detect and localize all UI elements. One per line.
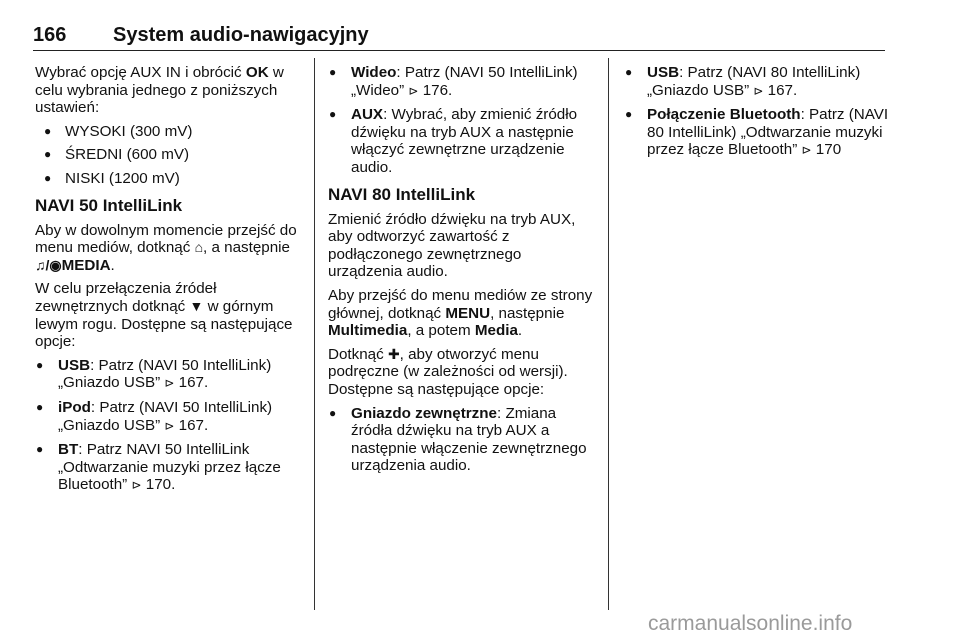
navi80-option-list bbox=[328, 405, 598, 475]
column-divider-1 bbox=[314, 58, 315, 610]
navi80-paragraph-1: Zmienić źródło dźwięku na tryb AUX, aby odtworzyć zawartość z podłączonego zewnętrznego urządzenia audio. bbox=[328, 210, 576, 281]
list-item: ● Gniazdo zewnętrzne: Zmiana źródła dźwięku na tryb AUX a następnie włączenie zewnętrznego urządzenia audio. bbox=[328, 405, 598, 475]
list-item: ● USB: Patrz (NAVI 80 IntelliLink) „Gniazdo USB” ⊳ 167. bbox=[624, 64, 890, 100]
navi80-paragraph-3: Dotknąć ✚, aby otworzyć menu podręczne (w zależności od wersji). Dostępne są następujące opcje: bbox=[328, 345, 568, 398]
list-item: ● NISKI (1200 mV) bbox=[35, 170, 303, 188]
reference-arrow-icon: ⊳ bbox=[164, 418, 175, 433]
list-item: ● USB: Patrz (NAVI 50 IntelliLink) „Gniazdo USB” ⊳ 167. bbox=[35, 357, 303, 393]
reference-arrow-icon: ⊳ bbox=[131, 478, 142, 493]
list-item: ● Połączenie Bluetooth: Patrz (NAVI 80 IntelliLink) „Odtwarzanie muzyki przez łącze Bluetooth” ⊳ 170 bbox=[624, 106, 890, 160]
page-title: System audio-nawigacyjny bbox=[113, 24, 369, 46]
plus-icon: ✚ bbox=[387, 345, 400, 362]
column-divider-2 bbox=[608, 58, 609, 610]
level-list bbox=[35, 123, 303, 188]
navi80-paragraph-2: Aby przejść do menu mediów ze strony głównej, dotknąć MENU, następnie Multimedia, a potem Media. bbox=[328, 286, 593, 340]
reference-arrow-icon: ⊳ bbox=[164, 376, 175, 391]
reference-arrow-icon: ⊳ bbox=[753, 83, 764, 98]
intro-paragraph: Wybrać opcję AUX IN i obrócić OK w celu wybrania jednego z poniższych ustawień: bbox=[35, 64, 284, 117]
column-1 bbox=[35, 64, 303, 501]
navi50-option-list-cont bbox=[328, 64, 598, 177]
music-disc-icon: ♫/◉ bbox=[35, 256, 62, 273]
list-item: ● AUX: Wybrać, aby zmienić źródło dźwięku na tryb AUX a następnie włączyć zewnętrzne urządzenie audio. bbox=[328, 106, 598, 176]
triangle-down-icon: ▼ bbox=[189, 297, 204, 314]
navi50-paragraph-2: W celu przełączenia źródeł zewnętrznych dotknąć ▼ w górnym lewym rogu. Dostępne są następujące opcje: bbox=[35, 280, 293, 351]
column-3 bbox=[624, 64, 890, 166]
page-number: 166 bbox=[33, 24, 67, 46]
section-heading-navi80: NAVI 80 IntelliLink bbox=[328, 184, 476, 204]
list-item: ● BT: Patrz NAVI 50 IntelliLink „Odtwarzanie muzyki przez łącze Bluetooth” ⊳ 170. bbox=[35, 441, 303, 495]
list-item: ● WYSOKI (300 mV) bbox=[35, 123, 303, 141]
navi50-paragraph-1: Aby w dowolnym momencie przejść do menu mediów, dotknąć ⌂, a następnie ♫/◉MEDIA. bbox=[35, 221, 297, 274]
navi80-option-list-cont bbox=[624, 64, 890, 160]
media-label: MEDIA bbox=[61, 256, 111, 274]
reference-arrow-icon: ⊳ bbox=[408, 83, 419, 98]
section-heading-navi50: NAVI 50 IntelliLink bbox=[35, 195, 183, 215]
reference-arrow-icon: ⊳ bbox=[801, 143, 812, 158]
page-header bbox=[33, 22, 885, 51]
column-2 bbox=[328, 64, 598, 481]
menu-label: MENU bbox=[445, 304, 491, 322]
list-item: ● Wideo: Patrz (NAVI 50 IntelliLink) „Wideo” ⊳ 176. bbox=[328, 64, 598, 100]
watermark: carmanualsonline.info bbox=[648, 612, 853, 635]
list-item: ● iPod: Patrz (NAVI 50 IntelliLink) „Gniazdo USB” ⊳ 167. bbox=[35, 399, 303, 435]
home-icon: ⌂ bbox=[194, 239, 204, 256]
list-item: ● ŚREDNI (600 mV) bbox=[35, 146, 303, 164]
navi50-option-list bbox=[35, 357, 303, 495]
multimedia-label: Multimedia bbox=[328, 322, 408, 340]
media-label: Media bbox=[474, 322, 518, 340]
ok-label: OK bbox=[245, 64, 269, 81]
